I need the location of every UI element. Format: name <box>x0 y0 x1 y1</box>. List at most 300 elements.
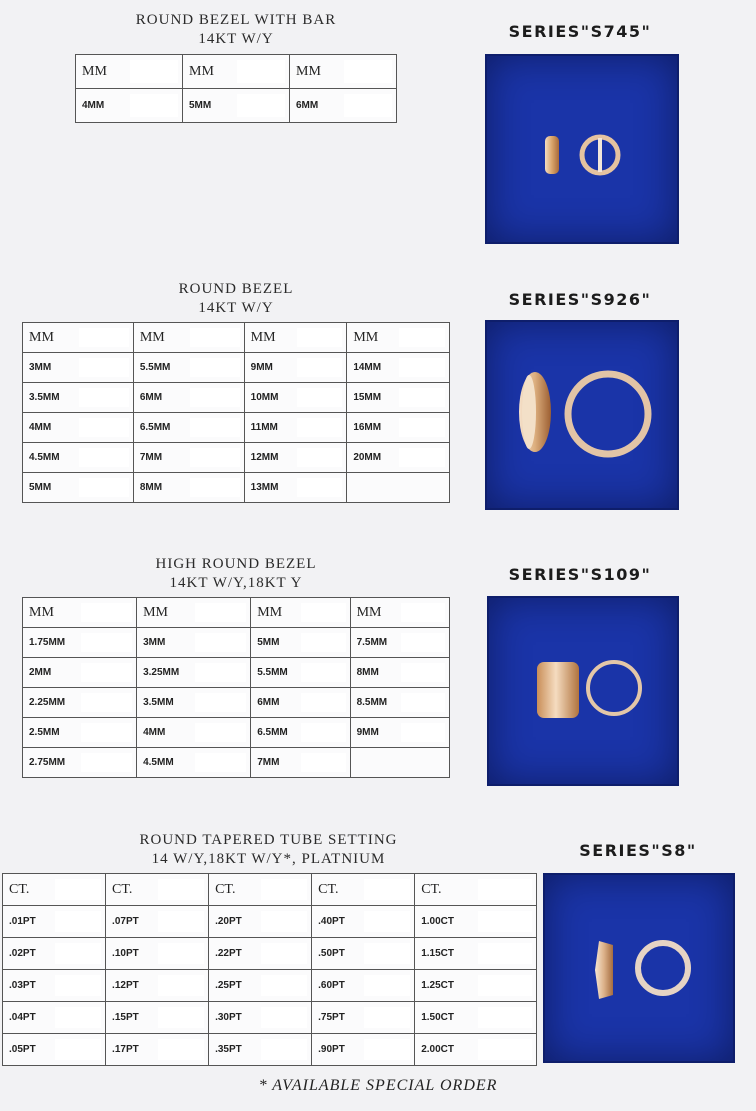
table-row <box>3 1002 537 1034</box>
blank-entry-box <box>344 60 392 83</box>
blank-entry-box <box>478 879 532 900</box>
blank-entry-box <box>301 723 345 742</box>
table-cell <box>415 970 537 1002</box>
bezel-with-bar-photo <box>485 54 679 244</box>
size-value: 6.5MM <box>257 727 288 738</box>
table-row <box>3 906 537 938</box>
table-header-cell <box>183 55 290 89</box>
table-header-cell <box>23 323 134 353</box>
size-value: 11MM <box>250 422 278 433</box>
table-cell <box>3 1002 106 1034</box>
blank-entry-box <box>301 753 345 772</box>
blank-entry-box <box>158 879 204 900</box>
table-cell <box>350 748 449 778</box>
blank-entry-box <box>297 478 343 497</box>
section4-title-line2: 14 W/Y,18KT W/Y*, PLATNIUM <box>151 851 386 867</box>
size-value: .04PT <box>9 1012 36 1023</box>
table-cell <box>106 906 209 938</box>
table-cell <box>251 688 350 718</box>
blank-entry-box <box>190 358 239 377</box>
blank-entry-box <box>399 448 445 467</box>
table-cell <box>23 748 137 778</box>
table-cell <box>347 473 450 503</box>
size-value: 9MM <box>356 727 379 738</box>
blank-entry-box <box>261 975 307 996</box>
table-cell <box>23 718 137 748</box>
table-cell <box>137 628 251 658</box>
table-row <box>23 628 450 658</box>
table-cell <box>3 906 106 938</box>
section4-title-line1: ROUND TAPERED TUBE SETTING <box>139 832 398 848</box>
table-row <box>23 688 450 718</box>
table-cell <box>415 1034 537 1066</box>
blank-entry-box <box>81 723 132 742</box>
header-label: MM <box>353 329 379 345</box>
blank-entry-box <box>195 663 246 682</box>
table-cell <box>312 970 415 1002</box>
blank-entry-box <box>79 418 128 437</box>
size-value: 3MM <box>143 637 166 648</box>
table-cell <box>251 628 350 658</box>
size-value: .05PT <box>9 1044 36 1055</box>
size-value: 3MM <box>29 362 52 373</box>
size-value: .22PT <box>215 948 242 959</box>
size-value: 12MM <box>250 452 279 463</box>
table-cell <box>209 1002 312 1034</box>
blank-entry-box <box>195 603 246 622</box>
size-value: 1.50CT <box>421 1012 454 1023</box>
bezel-side-view <box>537 662 579 718</box>
table-header-cell <box>290 55 397 89</box>
blank-entry-box <box>261 1007 307 1028</box>
blank-entry-box <box>478 975 532 996</box>
header-label: MM <box>29 604 54 620</box>
section1-title-line2: 14KT W/Y <box>198 31 274 47</box>
blank-entry-box <box>55 1039 101 1060</box>
blank-entry-box <box>55 975 101 996</box>
table-cell <box>347 443 450 473</box>
size-value: .90PT <box>318 1044 345 1055</box>
table-cell <box>133 413 244 443</box>
section3-title-line2: 14KT W/Y,18KT Y <box>169 575 303 591</box>
blank-entry-box <box>301 663 345 682</box>
blank-entry-box <box>190 448 239 467</box>
size-value: 1.00CT <box>421 916 454 927</box>
blank-entry-box <box>297 418 343 437</box>
table-cell <box>244 413 347 443</box>
bezel-top-view <box>588 662 640 714</box>
size-value: 6MM <box>257 697 280 708</box>
blank-entry-box <box>195 693 246 712</box>
size-value: 1.75MM <box>29 637 66 648</box>
header-label: MM <box>29 329 54 345</box>
table-cell <box>415 938 537 970</box>
table-cell <box>347 413 450 443</box>
blank-entry-box <box>261 1039 307 1060</box>
size-value: .03PT <box>9 980 36 991</box>
section1-title-line1: ROUND BEZEL WITH BAR <box>135 12 337 28</box>
size-value: 8MM <box>139 482 163 493</box>
size-value: 20MM <box>353 452 382 463</box>
section2-size-table <box>22 322 450 503</box>
size-value: 3.25MM <box>143 667 180 678</box>
size-value: 2.25MM <box>29 697 66 708</box>
table-cell <box>312 938 415 970</box>
size-value: 2.5MM <box>29 727 60 738</box>
size-value: 4.5MM <box>143 757 174 768</box>
table-cell <box>312 906 415 938</box>
size-value: 8.5MM <box>356 697 388 708</box>
size-value: 7MM <box>257 757 280 768</box>
table-row <box>23 353 450 383</box>
blank-entry-box <box>79 388 128 407</box>
section3-size-table <box>22 597 450 778</box>
table-header-cell <box>415 874 537 906</box>
table-cell <box>137 658 251 688</box>
table-header-cell <box>350 598 449 628</box>
table-row <box>3 970 537 1002</box>
table-cell <box>3 970 106 1002</box>
size-value: 1.15CT <box>421 948 454 959</box>
size-value: 2.75MM <box>29 757 66 768</box>
blank-entry-box <box>55 911 101 932</box>
blank-entry-box <box>130 60 178 83</box>
table-cell <box>3 1034 106 1066</box>
table-row <box>23 473 450 503</box>
header-label: MM <box>356 604 382 620</box>
table-row <box>3 1034 537 1066</box>
blank-entry-box <box>79 328 128 347</box>
header-label: CT. <box>112 881 133 897</box>
table-header-cell <box>106 874 209 906</box>
section4-size-table <box>2 873 537 1066</box>
table-cell <box>133 443 244 473</box>
section2-title-line2: 14KT W/Y <box>198 300 274 316</box>
setting-side-view <box>595 941 613 999</box>
table-cell <box>133 473 244 503</box>
blank-entry-box <box>364 1007 410 1028</box>
table-row <box>23 718 450 748</box>
blank-entry-box <box>190 478 239 497</box>
blank-entry-box <box>261 879 307 900</box>
table-row <box>3 938 537 970</box>
blank-entry-box <box>81 603 132 622</box>
size-value: 6MM <box>296 100 319 111</box>
header-label: CT. <box>215 881 236 897</box>
blank-entry-box <box>478 1039 532 1060</box>
size-value: 4MM <box>29 422 52 433</box>
table-cell <box>23 383 134 413</box>
table-header-cell <box>23 598 137 628</box>
section1-series-label: SERIES"S745" <box>508 22 652 41</box>
header-label: CT. <box>421 881 442 897</box>
header-label: MM <box>296 63 321 79</box>
blank-entry-box <box>81 753 132 772</box>
blank-entry-box <box>158 911 204 932</box>
table-header-cell <box>244 323 347 353</box>
table-cell <box>350 688 449 718</box>
round-bezel-image <box>487 322 677 508</box>
table-cell <box>23 688 137 718</box>
blank-entry-box <box>297 328 343 347</box>
table-header-row <box>23 598 450 628</box>
table-cell <box>290 89 397 123</box>
table-cell <box>251 748 350 778</box>
blank-entry-box <box>195 633 246 652</box>
table-cell <box>415 1002 537 1034</box>
blank-entry-box <box>261 943 307 964</box>
blank-entry-box <box>79 478 128 497</box>
table-cell <box>251 718 350 748</box>
table-cell <box>137 718 251 748</box>
size-value: .12PT <box>112 980 139 991</box>
size-value: 2.00CT <box>421 1044 454 1055</box>
setting-top-view <box>638 943 688 993</box>
blank-entry-box <box>55 1007 101 1028</box>
blank-entry-box <box>399 388 445 407</box>
size-value: 9MM <box>250 362 273 373</box>
round-bezel-photo <box>485 320 679 510</box>
header-label: MM <box>82 63 107 79</box>
size-value: 16MM <box>353 422 382 433</box>
size-value: .60PT <box>318 980 345 991</box>
blank-entry-box <box>81 663 132 682</box>
table-row <box>76 89 397 123</box>
table-cell <box>3 938 106 970</box>
table-row <box>23 413 450 443</box>
section4-title <box>0 831 537 869</box>
table-header-row <box>23 323 450 353</box>
blank-entry-box <box>190 418 239 437</box>
table-cell <box>106 1002 209 1034</box>
size-value: .40PT <box>318 916 345 927</box>
section2-title-line1: ROUND BEZEL <box>178 281 294 297</box>
table-row <box>23 443 450 473</box>
table-header-row <box>76 55 397 89</box>
high-round-bezel-image <box>489 598 677 784</box>
table-header-cell <box>312 874 415 906</box>
blank-entry-box <box>301 633 345 652</box>
table-cell <box>350 628 449 658</box>
table-cell <box>23 658 137 688</box>
header-label: MM <box>189 63 214 79</box>
table-row <box>23 748 450 778</box>
blank-entry-box <box>399 358 445 377</box>
table-header-cell <box>137 598 251 628</box>
blank-entry-box <box>478 1007 532 1028</box>
size-value: 10MM <box>250 392 279 403</box>
blank-entry-box <box>364 1039 410 1060</box>
header-label: MM <box>250 329 276 345</box>
size-value: .35PT <box>215 1044 242 1055</box>
table-cell <box>106 938 209 970</box>
table-cell <box>106 1034 209 1066</box>
blank-entry-box <box>399 418 445 437</box>
blank-entry-box <box>401 723 445 742</box>
table-header-cell <box>133 323 244 353</box>
size-value: .01PT <box>9 916 36 927</box>
table-cell <box>23 473 134 503</box>
table-cell <box>312 1002 415 1034</box>
table-row <box>23 658 450 688</box>
blank-entry-box <box>55 879 101 900</box>
size-value: 5MM <box>257 637 280 648</box>
bezel-side-view <box>545 136 559 174</box>
table-cell <box>209 906 312 938</box>
bezel-with-bar-image <box>487 56 677 242</box>
size-value: 6.5MM <box>139 422 171 433</box>
blank-entry-box <box>399 328 445 347</box>
size-value: .02PT <box>9 948 36 959</box>
blank-entry-box <box>55 943 101 964</box>
table-cell <box>23 413 134 443</box>
size-value: 8MM <box>356 667 379 678</box>
section2-title <box>22 280 450 318</box>
table-cell <box>183 89 290 123</box>
blank-entry-box <box>195 753 246 772</box>
size-value: 2MM <box>29 667 52 678</box>
table-cell <box>209 970 312 1002</box>
blank-entry-box <box>158 1007 204 1028</box>
header-label: CT. <box>318 881 339 897</box>
size-value: .25PT <box>215 980 242 991</box>
blank-entry-box <box>79 358 128 377</box>
size-value: 14MM <box>353 362 382 373</box>
table-header-cell <box>251 598 350 628</box>
table-cell <box>350 718 449 748</box>
size-value: 7.5MM <box>356 637 388 648</box>
size-value: 5MM <box>189 100 212 111</box>
blank-entry-box <box>364 879 410 900</box>
blank-entry-box <box>364 975 410 996</box>
size-value: .20PT <box>215 916 242 927</box>
blank-entry-box <box>364 943 410 964</box>
header-label: MM <box>139 329 165 345</box>
blank-entry-box <box>301 603 345 622</box>
blank-entry-box <box>301 693 345 712</box>
section3-title-line1: HIGH ROUND BEZEL <box>155 556 317 572</box>
size-value: 3.5MM <box>143 697 174 708</box>
table-cell <box>23 443 134 473</box>
bezel-side-highlight <box>522 375 536 449</box>
size-value: 4.5MM <box>29 452 60 463</box>
size-value: 4MM <box>82 100 105 111</box>
size-value: .75PT <box>318 1012 345 1023</box>
header-label: MM <box>257 604 283 620</box>
size-value: 5.5MM <box>257 667 288 678</box>
size-value: 3.5MM <box>29 392 60 403</box>
table-cell <box>244 383 347 413</box>
header-label: MM <box>143 604 168 620</box>
table-cell <box>133 383 244 413</box>
blank-entry-box <box>478 911 532 932</box>
blank-entry-box <box>297 358 343 377</box>
special-order-footnote: * AVAILABLE SPECIAL ORDER <box>258 1077 498 1094</box>
size-value: .50PT <box>318 948 345 959</box>
size-value: 15MM <box>353 392 382 403</box>
blank-entry-box <box>401 663 445 682</box>
table-header-cell <box>209 874 312 906</box>
table-header-cell <box>76 55 183 89</box>
blank-entry-box <box>158 975 204 996</box>
blank-entry-box <box>364 911 410 932</box>
blank-entry-box <box>344 94 392 117</box>
blank-entry-box <box>190 328 239 347</box>
table-cell <box>347 353 450 383</box>
table-cell <box>251 658 350 688</box>
table-cell <box>137 688 251 718</box>
section1-title <box>75 11 397 49</box>
table-header-row <box>3 874 537 906</box>
blank-entry-box <box>297 388 343 407</box>
table-cell <box>347 383 450 413</box>
section3-title <box>22 555 450 593</box>
table-row <box>23 383 450 413</box>
tapered-tube-setting-photo <box>543 873 735 1063</box>
blank-entry-box <box>401 693 445 712</box>
blank-entry-box <box>81 693 132 712</box>
size-value: .30PT <box>215 1012 242 1023</box>
size-value: 1.25CT <box>421 980 454 991</box>
table-cell <box>209 938 312 970</box>
section4-series-label: SERIES"S8" <box>579 841 697 860</box>
size-value: .17PT <box>112 1044 139 1055</box>
section1-size-table <box>75 54 397 123</box>
blank-entry-box <box>237 60 285 83</box>
blank-entry-box <box>261 911 307 932</box>
table-cell <box>244 473 347 503</box>
size-value: 7MM <box>139 452 163 463</box>
section2-series-label: SERIES"S926" <box>508 290 652 309</box>
blank-entry-box <box>195 723 246 742</box>
blank-entry-box <box>158 1039 204 1060</box>
blank-entry-box <box>130 94 178 117</box>
table-cell <box>415 906 537 938</box>
table-header-cell <box>347 323 450 353</box>
table-cell <box>137 748 251 778</box>
size-value: .10PT <box>112 948 139 959</box>
bezel-top-view <box>568 374 648 454</box>
size-value: 13MM <box>250 482 279 493</box>
table-cell <box>244 353 347 383</box>
blank-entry-box <box>79 448 128 467</box>
section3-series-label: SERIES"S109" <box>508 565 652 584</box>
tapered-tube-setting-image <box>545 875 733 1061</box>
table-cell <box>244 443 347 473</box>
high-round-bezel-photo <box>487 596 679 786</box>
table-cell <box>23 353 134 383</box>
size-value: 5MM <box>29 482 52 493</box>
size-value: 4MM <box>143 727 166 738</box>
blank-entry-box <box>190 388 239 407</box>
table-cell <box>106 970 209 1002</box>
blank-entry-box <box>81 633 132 652</box>
blank-entry-box <box>401 603 445 622</box>
blank-entry-box <box>237 94 285 117</box>
blank-entry-box <box>158 943 204 964</box>
bezel-bar <box>598 138 602 172</box>
table-cell <box>76 89 183 123</box>
blank-entry-box <box>401 633 445 652</box>
table-header-cell <box>3 874 106 906</box>
table-cell <box>209 1034 312 1066</box>
blank-entry-box <box>297 448 343 467</box>
size-value: .15PT <box>112 1012 139 1023</box>
table-cell <box>23 628 137 658</box>
size-value: .07PT <box>112 916 139 927</box>
header-label: CT. <box>9 881 30 897</box>
blank-entry-box <box>478 943 532 964</box>
